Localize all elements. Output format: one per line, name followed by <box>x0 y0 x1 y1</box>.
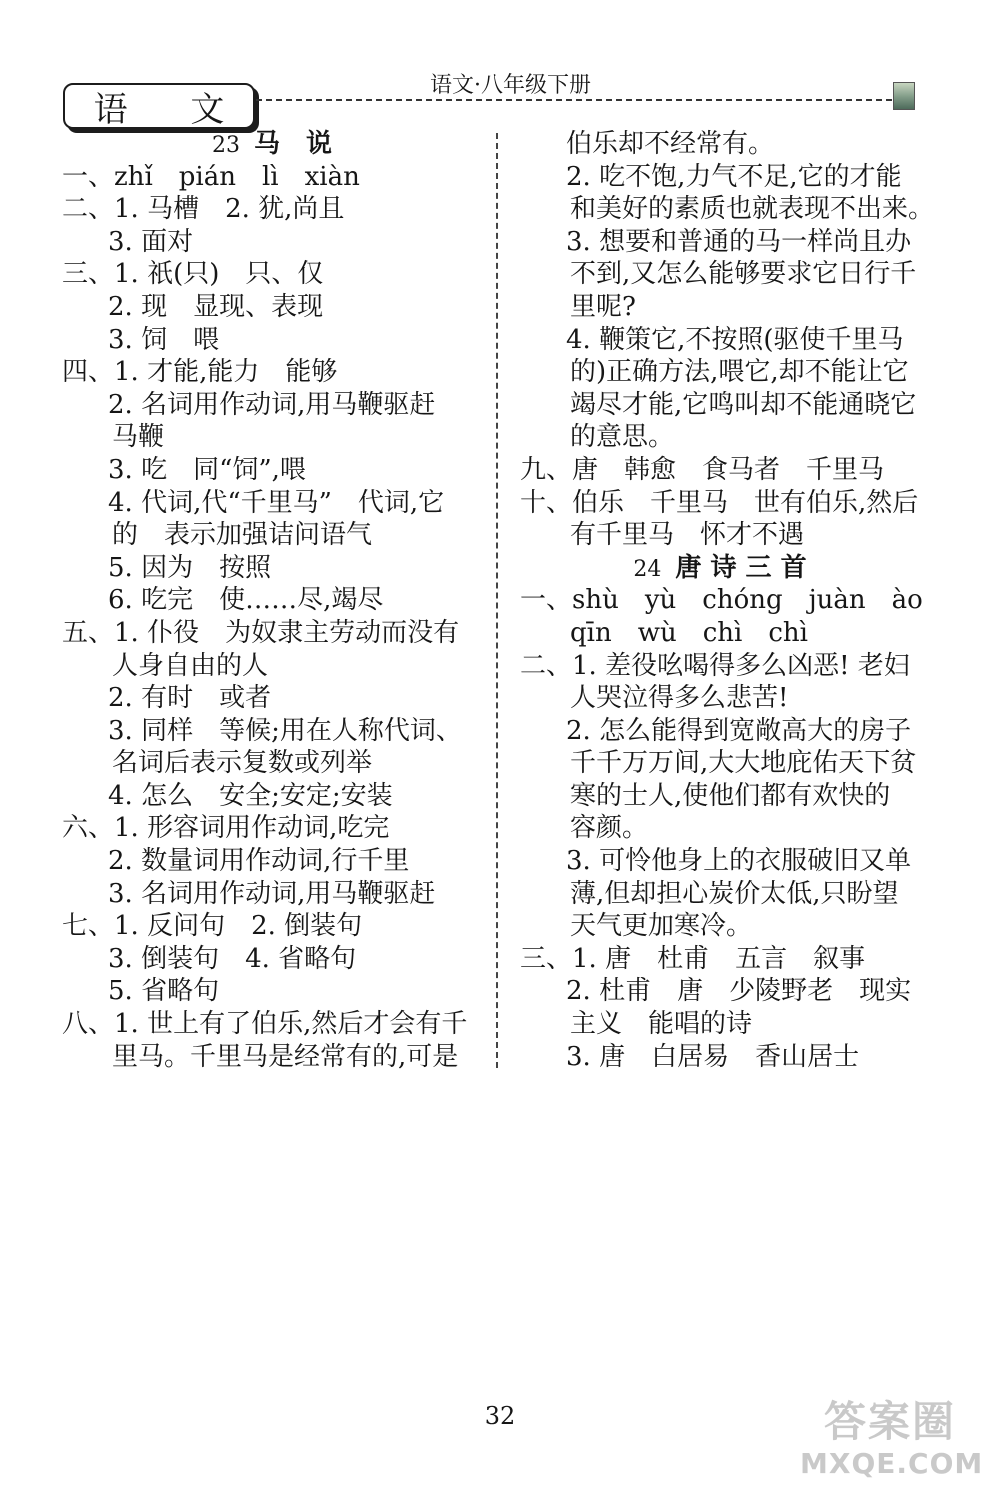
answer-line: 里马。千里马是经常有的,可是 <box>112 1041 459 1072</box>
answer-line: 八、1. 世上有了伯乐,然后才会有千 <box>62 1009 468 1040</box>
answer-line: 四、1. 才能,能力 能够 <box>62 357 338 388</box>
answer-line: 2. 名词用作动词,用马鞭驱赶 <box>108 389 436 420</box>
answer-line: 七、1. 反问句 2. 倒装句 <box>62 911 363 942</box>
answer-line: 伯乐却不经常有。 <box>566 129 775 159</box>
corner-mark-icon <box>893 82 915 110</box>
answer-line: 4. 鞭策它,不按照(驱使千里马 <box>566 324 904 355</box>
answer-line: 2. 现 显现、表现 <box>108 291 324 322</box>
answer-line: 有千里马 怀才不遇 <box>570 520 805 551</box>
answer-line: 二、1. 马槽 2. 犹,尚且 <box>62 194 345 225</box>
answer-line: 6. 吃完 使……尽,竭尽 <box>108 585 384 616</box>
answer-line: 三、1. 唐 杜甫 五言 叙事 <box>520 943 866 974</box>
answer-line: 3. 饲 喂 <box>108 324 220 355</box>
answer-line: 寒的士人,使他们都有欢快的 <box>570 780 891 811</box>
answer-line: 4. 怎么 安全;安定;安装 <box>108 780 393 811</box>
answer-line: 千千万万间,大大地庇佑天下贫 <box>570 748 917 779</box>
watermark-logo <box>800 1395 984 1485</box>
answer-line: 不到,又怎么能够要求它日行千 <box>570 259 917 290</box>
answer-line: 3. 唐 白居易 香山居士 <box>566 1041 860 1072</box>
answer-line: 名词后表示复数或列举 <box>112 748 373 779</box>
answer-line: 薄,但却担心炭价太低,只盼望 <box>570 878 899 909</box>
right-column <box>520 128 935 1073</box>
watermark-top: 答案圈 <box>823 1397 956 1446</box>
answer-line: 3. 名词用作动词,用马鞭驱赶 <box>108 878 436 909</box>
answer-line: 人哭泣得多么悲苦! <box>570 683 789 714</box>
answer-line: 2. 有时 或者 <box>108 683 272 714</box>
answer-line: 容颜。 <box>570 813 649 844</box>
answer-line: qīn wù chì chì <box>570 617 808 648</box>
answer-line: 一、shù yù chóng juàn ào <box>520 585 923 616</box>
lesson-heading <box>62 128 482 161</box>
answer-line: 2. 杜甫 唐 少陵野老 现实 <box>566 976 912 1007</box>
answer-line: 竭尽才能,它鸣叫却不能通晓它 <box>570 389 917 420</box>
answer-line: 3. 想要和普通的马一样尚且办 <box>566 226 912 257</box>
answer-line: 一、zhǐ pián lì xiàn <box>62 161 360 192</box>
subject-tab: 语 文 <box>63 83 255 129</box>
answer-line: 3. 倒装句 4. 省略句 <box>108 943 357 974</box>
answer-line: 六、1. 形容词用作动词,吃完 <box>62 813 390 844</box>
answer-line: 的 表示加强诘问语气 <box>112 520 373 551</box>
lesson-heading <box>520 552 920 585</box>
answer-line: 4. 代词,代“千里马” 代词,它 <box>108 487 445 518</box>
answer-line: 十、伯乐 千里马 世有伯乐,然后 <box>520 487 919 518</box>
answer-line: 5. 省略句 <box>108 976 220 1007</box>
lesson-number: 24 <box>633 556 662 582</box>
watermark-bottom: MXQE.COM <box>800 1447 984 1480</box>
answer-line: 马鞭 <box>112 422 165 453</box>
answer-line: 3. 同样 等候;用在人称代词、 <box>108 715 462 746</box>
answer-line: 3. 可怜他身上的衣服破旧又单 <box>566 846 912 877</box>
answer-line: 2. 数量词用作动词,行千里 <box>108 846 410 877</box>
header-rule <box>256 99 892 101</box>
answer-line: 二、1. 差役吆喝得多么凶恶! 老妇 <box>520 650 910 681</box>
answer-line: 三、1. 祇(只) 只、仅 <box>62 259 324 290</box>
answer-line: 里呢? <box>570 291 636 322</box>
answer-line: 3. 面对 <box>108 226 194 257</box>
answer-line: 2. 吃不饱,力气不足,它的才能 <box>566 161 902 192</box>
answer-line: 五、1. 仆役 为奴隶主劳动而没有 <box>62 617 460 648</box>
left-column <box>62 128 482 1073</box>
answer-line: 主义 能唱的诗 <box>570 1009 753 1040</box>
answer-line: 2. 怎么能得到宽敞高大的房子 <box>566 715 912 746</box>
lesson-title: 马 说 <box>253 129 332 159</box>
lesson-title: 唐 诗 三 首 <box>675 552 807 583</box>
answer-line: 天气更加寒冷。 <box>570 911 753 942</box>
answer-line: 九、唐 韩愈 食马者 千里马 <box>520 454 885 485</box>
page-number: 32 <box>484 1402 516 1430</box>
answer-line: 5. 因为 按照 <box>108 552 272 583</box>
book-title: 语文·八年级下册 <box>430 73 591 98</box>
answer-line: 人身自由的人 <box>112 650 269 681</box>
answer-line: 3. 吃 同“饲”,喂 <box>108 454 306 485</box>
lesson-number: 23 <box>211 133 240 158</box>
answer-line: 的)正确方法,喂它,却不能让它 <box>570 357 909 388</box>
column-divider <box>496 133 498 1068</box>
answer-line: 的意思。 <box>570 422 675 453</box>
answer-line: 和美好的素质也就表现不出来。 <box>570 194 935 225</box>
